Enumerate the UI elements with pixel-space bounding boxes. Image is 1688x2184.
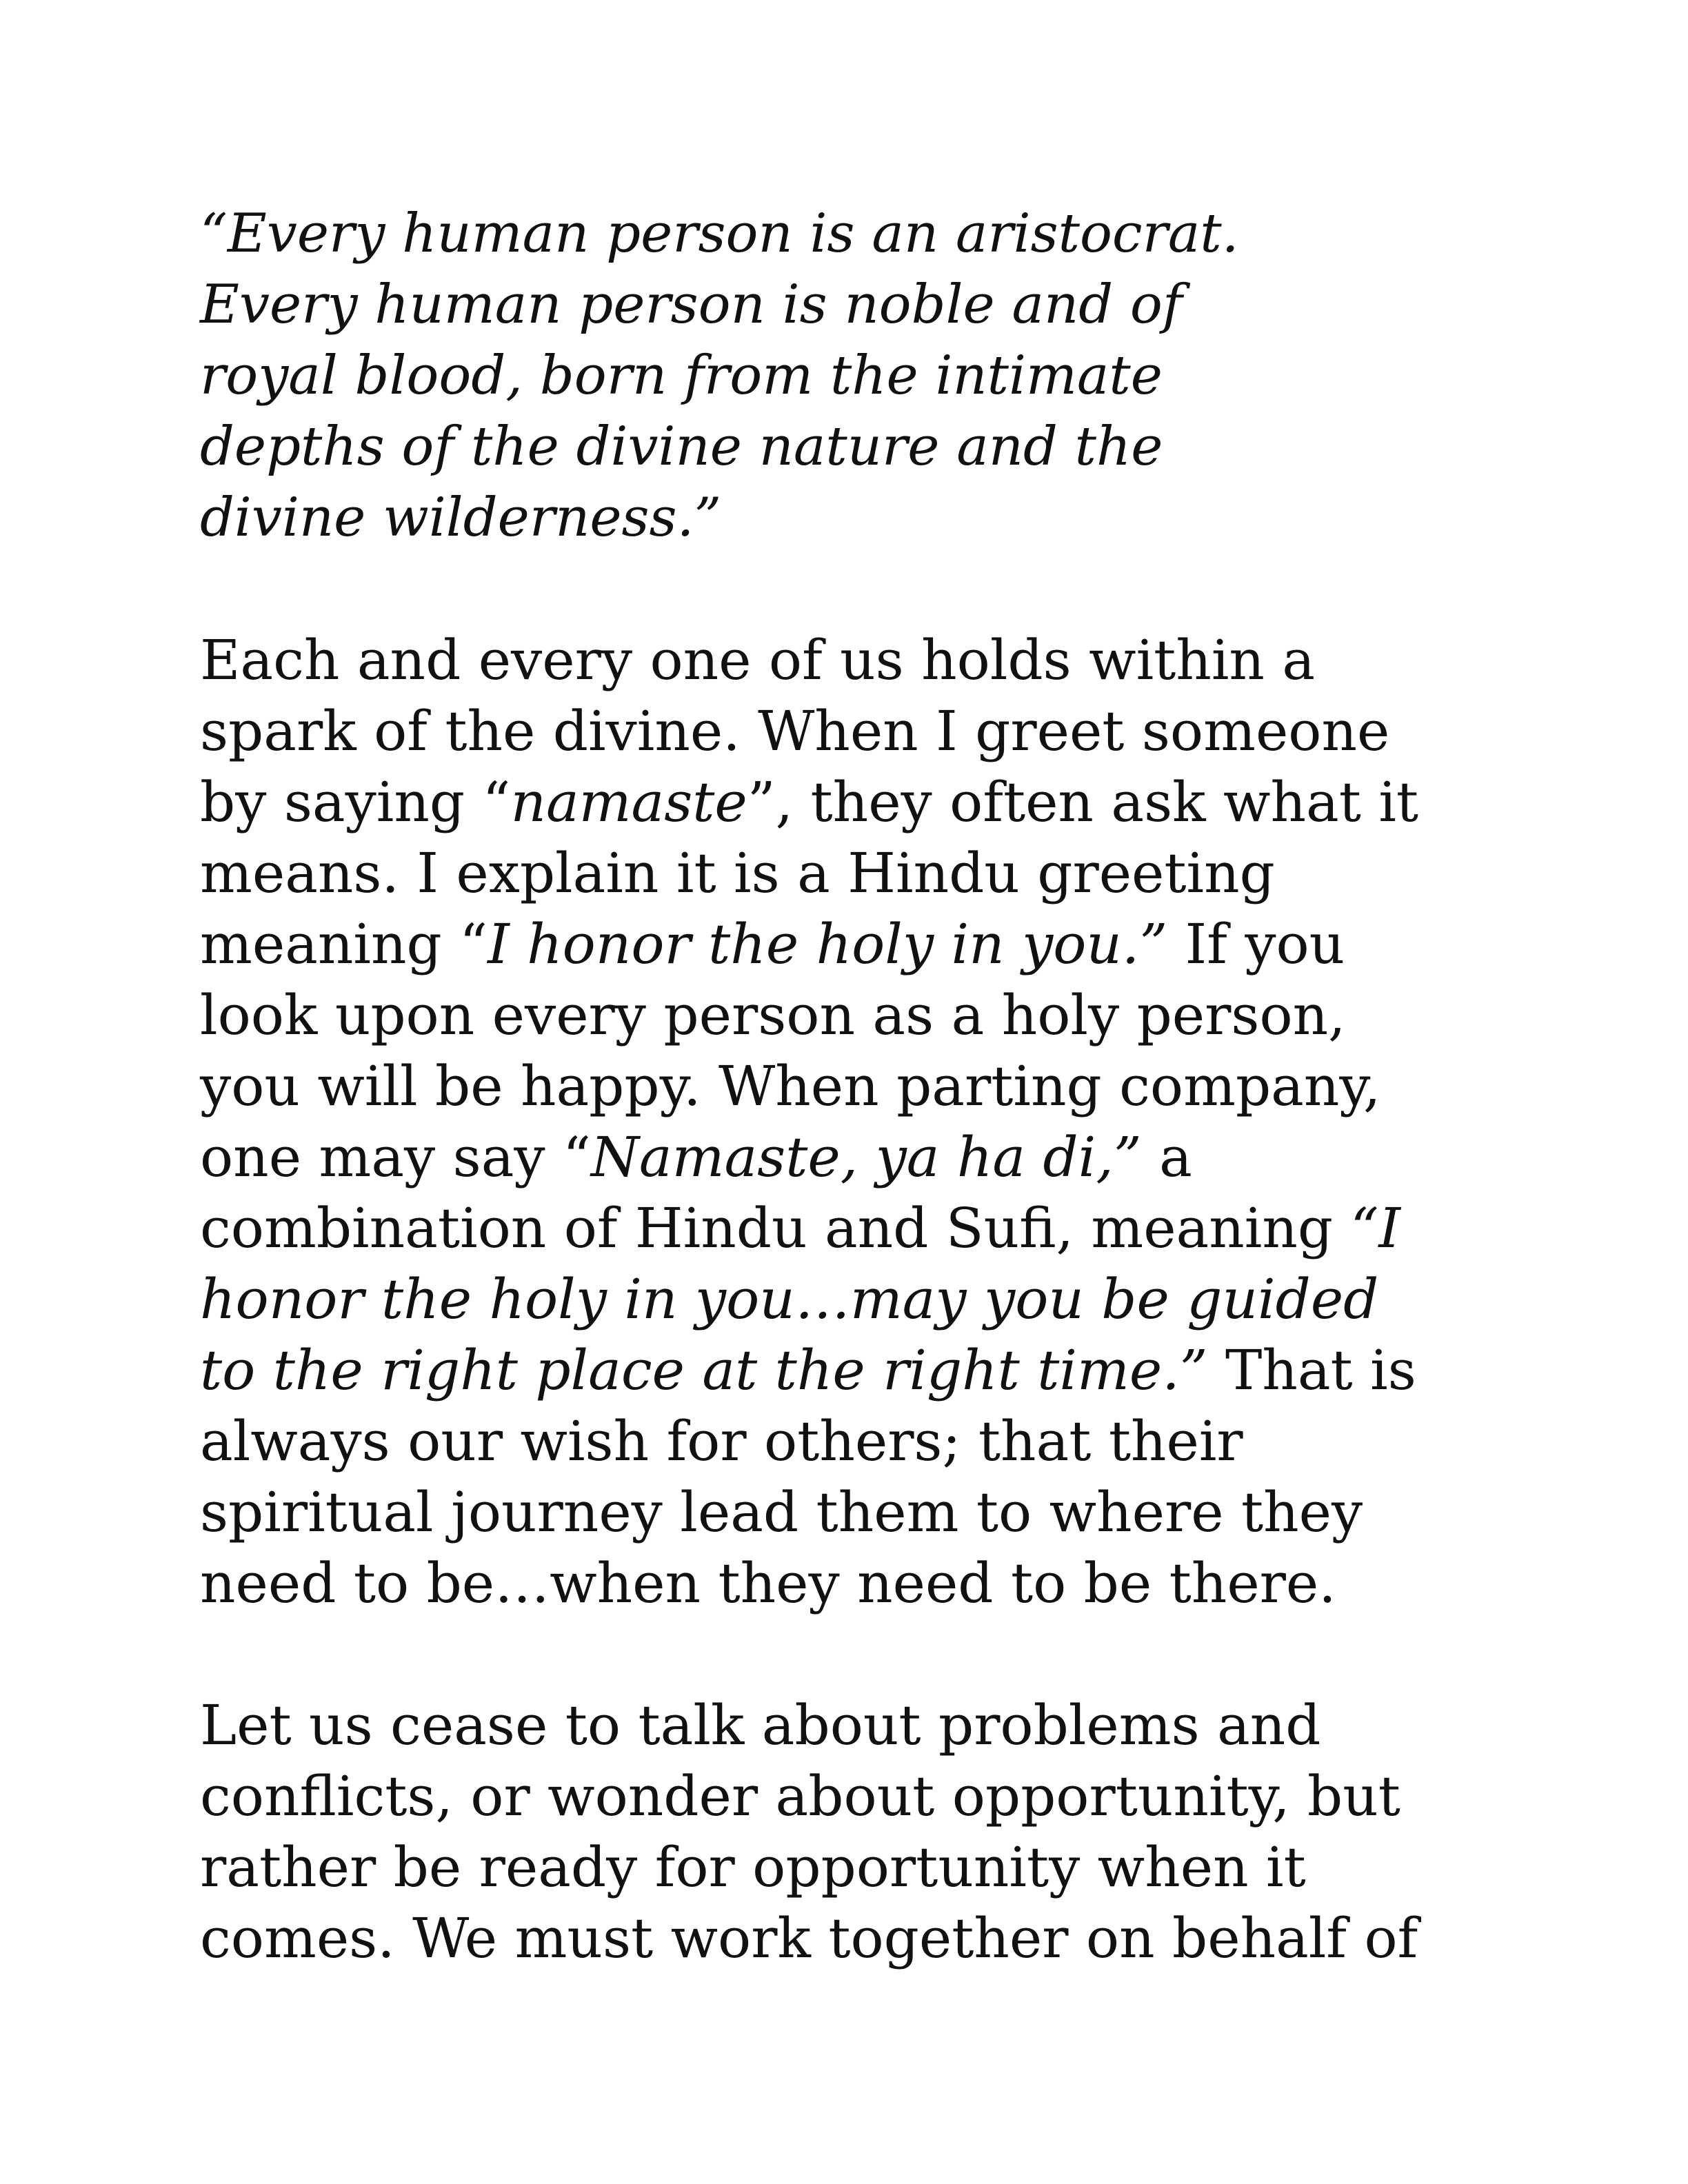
text-line — [200, 1193, 1524, 1264]
quote-line: depths of the divine nature and the — [200, 416, 1163, 478]
text-line: comes. We must work together on behalf of — [200, 1906, 1418, 1970]
text-line: you will be happy. When parting company, — [200, 1054, 1381, 1118]
text-fragment: ”, they often ask what it — [747, 770, 1419, 834]
text-line — [200, 1264, 1524, 1335]
text-line: means. I explain it is a Hindu greeting — [200, 841, 1275, 905]
text-line — [200, 909, 1524, 980]
text-line: rather be ready for opportunity when it — [200, 1835, 1306, 1899]
quote-line: royal blood, born from the intimate — [200, 345, 1163, 407]
paragraph-opportunity — [200, 1690, 1524, 1974]
italic-fragment: I honor the holy in you.” — [488, 912, 1168, 976]
text-line: Let us cease to talk about problems and — [200, 1693, 1321, 1757]
text-line: spark of the divine. When I greet someone — [200, 699, 1390, 763]
text-line — [200, 1335, 1524, 1406]
quote-line: Every human person is noble and of — [200, 274, 1183, 336]
text-fragment: combination of Hindu and Sufi, meaning — [200, 1196, 1351, 1260]
paragraph-gap — [200, 1619, 1524, 1690]
text-line: spiritual journey lead them to where they — [200, 1480, 1363, 1544]
text-line — [200, 767, 1524, 838]
italic-fragment: to the right place at the right time.” — [200, 1338, 1208, 1402]
text-line: Each and every one of us holds within a — [200, 628, 1316, 692]
quote-line: divine wilderness.” — [200, 487, 722, 549]
epigraph-quote — [200, 199, 1524, 554]
text-fragment: one may say “ — [200, 1125, 591, 1189]
text-line: need to be…when they need to be there. — [200, 1551, 1336, 1615]
text-fragment: a — [1141, 1125, 1192, 1189]
text-line — [200, 1122, 1524, 1193]
text-line: look upon every person as a holy person, — [200, 983, 1346, 1047]
text-line: conflicts, or wonder about opportunity, but — [200, 1764, 1400, 1828]
italic-fragment: honor the holy in you…may you be guided — [200, 1267, 1379, 1331]
text-fragment: meaning “ — [200, 912, 488, 976]
text-fragment: If you — [1167, 912, 1345, 976]
paragraph-gap — [200, 554, 1524, 625]
italic-fragment: “I — [1350, 1196, 1401, 1260]
italic-fragment: namaste — [510, 770, 747, 834]
body-text — [200, 199, 1524, 1974]
quote-line: “Every human person is an aristocrat. — [200, 203, 1239, 265]
text-fragment: That is — [1207, 1338, 1416, 1402]
italic-fragment: Namaste, ya ha di,” — [590, 1125, 1142, 1189]
text-line: always our wish for others; that their — [200, 1409, 1243, 1473]
text-fragment: by saying “ — [200, 770, 511, 834]
paragraph-namaste — [200, 625, 1524, 1619]
